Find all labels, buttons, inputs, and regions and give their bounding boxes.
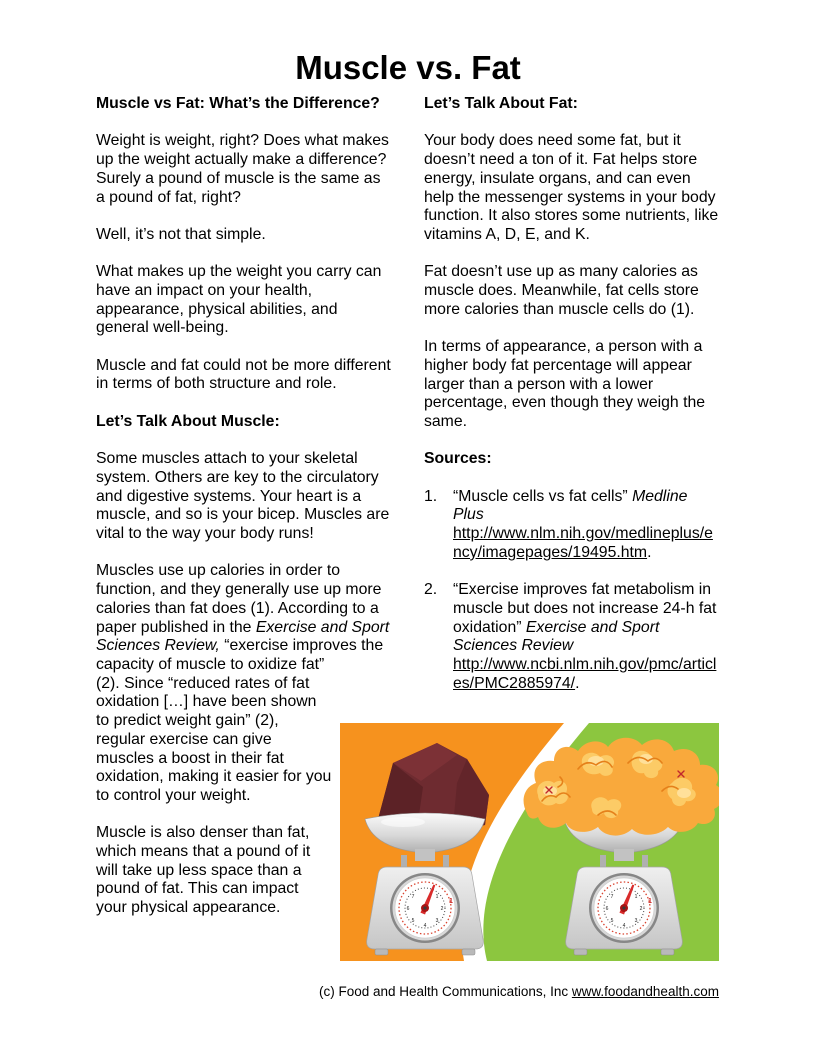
paragraph-text: oxidize fat” (2). Since “reduced rates of fat oxidation […] have been shown to predict weight gain” (2), regular exercise can give muscles a boost in their fat oxidation, making it easier for you to control your weight. (96, 655, 332, 804)
section-heading-difference: Muscle vs Fat: What’s the Difference? (96, 95, 380, 112)
footer-link[interactable]: www.foodandhealth.com (571, 984, 719, 999)
paragraph-text: Muscles use up calories in order to function, and they generally use up more calories than fat does (1). According to a paper published in the (96, 562, 382, 636)
paragraph: Weight is weight, right? Does what makes up the weight actually make a difference? Surely a pound of muscle is the same as a pound of fat, right? (96, 132, 389, 206)
source-link-1[interactable]: http://www.nlm.nih.gov/medlineplus/ency/imagepages/19495.htm (453, 525, 713, 561)
copyright-text: (c) Food and Health Communications, Inc (319, 984, 572, 999)
paragraph: Your body does need some fat, but it doesn’t need a ton of it. Fat helps store energy, insulate organs, and can even help the messenger systems in your body function. It also stores some nutrients, like vitamins A, D, E, and K. (424, 132, 719, 243)
source-item-1 (424, 488, 720, 563)
paragraph-text: “exercise improves the capacity of muscle to (96, 637, 384, 673)
paragraph: Muscle and fat could not be more different in terms of both structure and role. (96, 356, 391, 393)
source-number: 2. (424, 581, 438, 599)
source-item-2 (424, 581, 720, 693)
source-period: . (647, 543, 652, 561)
source-publication-italic: Exercise and Sport Sciences Review (453, 618, 660, 655)
source-number: 1. (424, 487, 438, 505)
journal-title-italic: Exercise and Sport Sciences Review, (96, 618, 390, 655)
paragraph: In terms of appearance, a person with a higher body fat percentage will appear larger than a person with a lower percentage, even though they weigh the same. (424, 338, 706, 430)
source-title: “Exercise improves fat metabolism in muscle but does not increase 24-h fat oxidation” (453, 581, 717, 636)
paragraph: Some muscles attach to your skeletal system. Others are key to the circulatory and digestive systems. Your heart is a muscle, and so is your bicep. Muscles are vital to the way your body runs! (96, 450, 390, 543)
footer (319, 984, 719, 1000)
section-heading-sources: Sources: (424, 450, 492, 468)
source-title: “Muscle cells vs fat cells” (453, 487, 633, 505)
paragraph: Fat doesn’t use up as many calories as muscle does. Meanwhile, fat cells store more calories than muscle cells do (1). (424, 263, 699, 318)
source-link-2[interactable]: http://www.ncbi.nlm.nih.gov/pmc/articles/PMC2885974/ (453, 656, 717, 692)
paragraph: What makes up the weight you carry can have an impact on your health, appearance, physical abilities, and general well-being. (96, 263, 382, 337)
source-text (453, 581, 716, 692)
section-heading-fat: Let’s Talk About Fat: (424, 95, 578, 112)
muscle-vs-fat-illustration (340, 723, 719, 961)
page-title: Muscle vs. Fat (295, 49, 521, 86)
paragraph: Muscle is also denser than fat, which means that a pound of it will take up less space than a pound of fat. This can impact your physical appearance. (96, 824, 311, 917)
source-period: . (575, 674, 580, 692)
source-publication-italic: Medline Plus (453, 487, 688, 524)
right-column (424, 95, 720, 712)
section-heading-muscle: Let’s Talk About Muscle: (96, 412, 280, 430)
source-text (453, 488, 713, 561)
paragraph: Well, it’s not that simple. (96, 225, 266, 243)
